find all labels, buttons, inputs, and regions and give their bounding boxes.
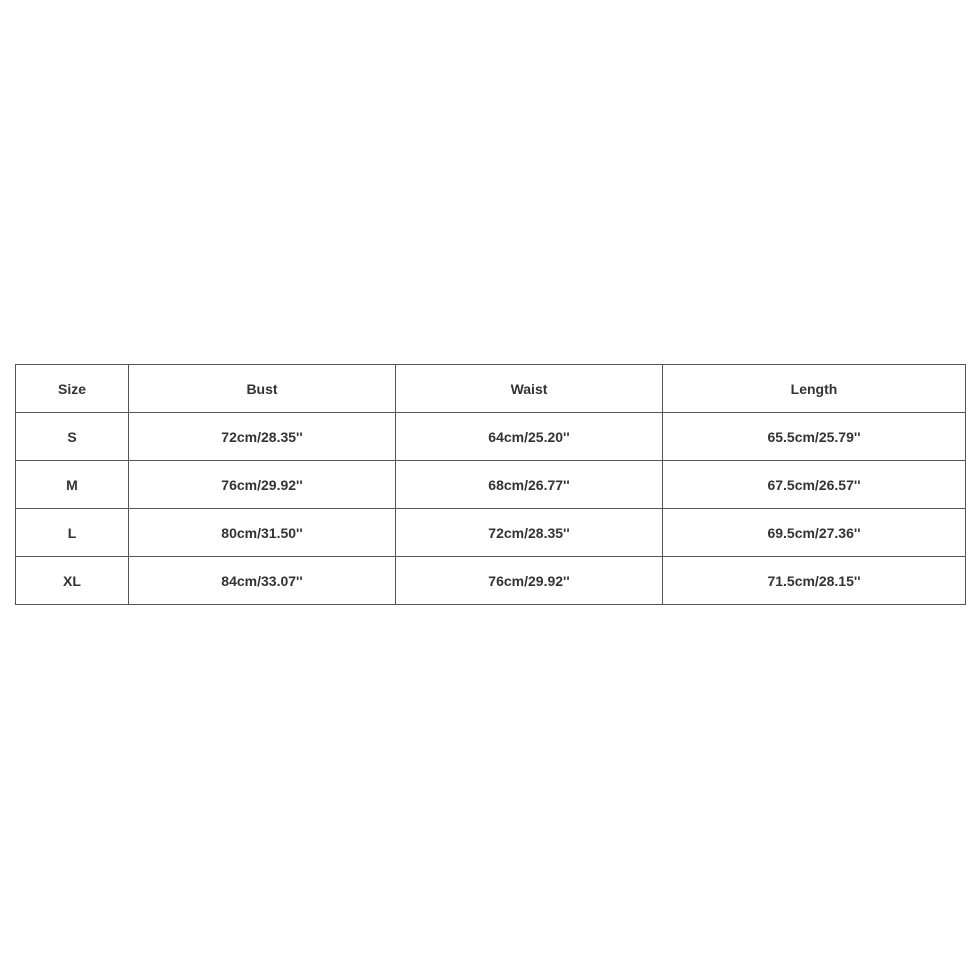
table-header-row	[16, 365, 966, 413]
cell-size: L	[16, 509, 129, 557]
header-length: Length	[663, 365, 966, 413]
cell-size: M	[16, 461, 129, 509]
size-chart-table	[15, 364, 966, 605]
cell-waist: 72cm/28.35''	[396, 509, 663, 557]
table-row	[16, 557, 966, 605]
cell-length: 71.5cm/28.15''	[663, 557, 966, 605]
cell-length: 65.5cm/25.79''	[663, 413, 966, 461]
cell-bust: 72cm/28.35''	[129, 413, 396, 461]
table-row	[16, 461, 966, 509]
cell-waist: 64cm/25.20''	[396, 413, 663, 461]
cell-bust: 84cm/33.07''	[129, 557, 396, 605]
header-waist: Waist	[396, 365, 663, 413]
header-size: Size	[16, 365, 129, 413]
cell-waist: 76cm/29.92''	[396, 557, 663, 605]
cell-bust: 76cm/29.92''	[129, 461, 396, 509]
cell-length: 67.5cm/26.57''	[663, 461, 966, 509]
cell-length: 69.5cm/27.36''	[663, 509, 966, 557]
table-row	[16, 413, 966, 461]
cell-size: XL	[16, 557, 129, 605]
cell-size: S	[16, 413, 129, 461]
cell-waist: 68cm/26.77''	[396, 461, 663, 509]
header-bust: Bust	[129, 365, 396, 413]
cell-bust: 80cm/31.50''	[129, 509, 396, 557]
table-row	[16, 509, 966, 557]
